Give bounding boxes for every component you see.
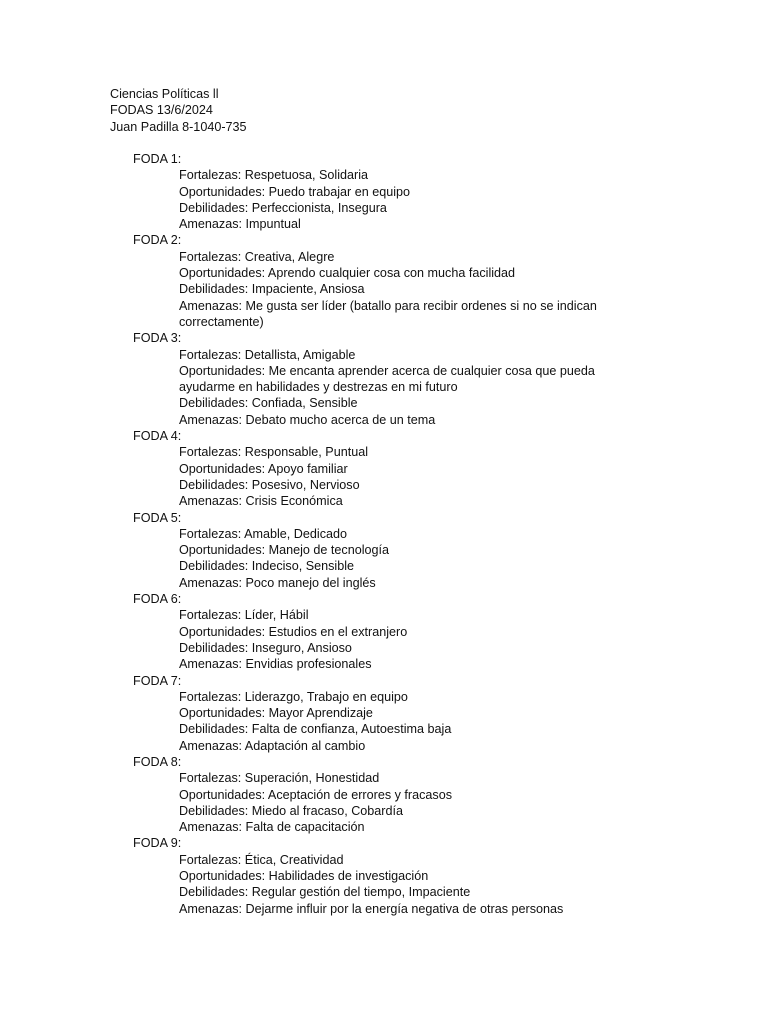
foda-item-amenazas: Amenazas: Falta de capacitación bbox=[179, 820, 365, 835]
foda-item-fortalezas: Fortalezas: Amable, Dedicado bbox=[179, 526, 348, 541]
foda-item-amenazas: Amenazas: Me gusta ser líder (batallo para recibir ordenes si no se indican correctamente) bbox=[179, 298, 597, 329]
foda-item-debilidades: Debilidades: Impaciente, Ansiosa bbox=[179, 282, 365, 297]
foda-item-amenazas: Amenazas: Dejarme influir por la energía negativa de otras personas bbox=[179, 901, 564, 916]
foda-section-title: FODA 1: bbox=[133, 152, 182, 166]
foda-item-oportunidades: Oportunidades: Habilidades de investigación bbox=[179, 869, 429, 884]
foda-item-oportunidades: Oportunidades: Aprendo cualquier cosa con mucha facilidad bbox=[179, 266, 516, 281]
document-header bbox=[110, 86, 247, 135]
foda-item-debilidades: Debilidades: Confiada, Sensible bbox=[179, 396, 358, 411]
foda-item-debilidades: Debilidades: Falta de confianza, Autoestima baja bbox=[179, 722, 452, 737]
foda-section bbox=[133, 428, 609, 509]
foda-section bbox=[133, 510, 609, 591]
foda-section-title: FODA 9: bbox=[133, 836, 182, 851]
foda-item-fortalezas: Fortalezas: Superación, Honestidad bbox=[179, 771, 380, 786]
foda-item-debilidades: Debilidades: Miedo al fracaso, Cobardía bbox=[179, 803, 404, 818]
assignment-date: FODAS 13/6/2024 bbox=[110, 103, 213, 118]
foda-item-oportunidades: Oportunidades: Estudios en el extranjero bbox=[179, 624, 408, 639]
foda-item-oportunidades: Oportunidades: Puedo trabajar en equipo bbox=[179, 184, 411, 199]
foda-item-amenazas: Amenazas: Debato mucho acerca de un tema bbox=[179, 412, 436, 427]
foda-section-title: FODA 8: bbox=[133, 754, 182, 769]
foda-item-amenazas: Amenazas: Adaptación al cambio bbox=[179, 738, 366, 753]
foda-item-oportunidades: Oportunidades: Apoyo familiar bbox=[179, 461, 348, 476]
foda-item-fortalezas: Fortalezas: Liderazgo, Trabajo en equipo bbox=[179, 689, 408, 704]
foda-section-title: FODA 7: bbox=[133, 673, 182, 688]
foda-item-debilidades: Debilidades: Posesivo, Nervioso bbox=[179, 477, 360, 492]
foda-item-fortalezas: Fortalezas: Detallista, Amigable bbox=[179, 347, 356, 362]
foda-section bbox=[133, 835, 609, 916]
foda-item-fortalezas: Fortalezas: Responsable, Puntual bbox=[179, 445, 369, 460]
foda-section-title: FODA 6: bbox=[133, 592, 182, 607]
foda-section-title: FODA 3: bbox=[133, 331, 182, 346]
foda-item-oportunidades: Oportunidades: Manejo de tecnología bbox=[179, 543, 390, 558]
foda-list bbox=[133, 151, 609, 917]
course-title: Ciencias Políticas ll bbox=[110, 87, 219, 101]
foda-section bbox=[133, 232, 609, 330]
foda-item-fortalezas: Fortalezas: Respetuosa, Solidaria bbox=[179, 168, 369, 183]
foda-item-fortalezas: Fortalezas: Líder, Hábil bbox=[179, 608, 309, 623]
foda-section bbox=[133, 591, 609, 672]
foda-item-amenazas: Amenazas: Crisis Económica bbox=[179, 494, 343, 509]
foda-item-debilidades: Debilidades: Perfeccionista, Insegura bbox=[179, 200, 387, 215]
foda-section bbox=[133, 330, 609, 428]
foda-item-debilidades: Debilidades: Regular gestión del tiempo, Impaciente bbox=[179, 885, 471, 900]
foda-item-debilidades: Debilidades: Indeciso, Sensible bbox=[179, 559, 355, 574]
foda-item-oportunidades: Oportunidades: Mayor Aprendizaje bbox=[179, 706, 373, 721]
foda-section-title: FODA 2: bbox=[133, 233, 182, 248]
foda-item-oportunidades: Oportunidades: Me encanta aprender acerca de cualquier cosa que pueda ayudarme en habilidades y destrezas en mi futuro bbox=[179, 363, 595, 395]
student-name-id: Juan Padilla 8-1040-735 bbox=[110, 119, 247, 134]
foda-item-amenazas: Amenazas: Poco manejo del inglés bbox=[179, 575, 376, 590]
foda-item-oportunidades: Oportunidades: Aceptación de errores y fracasos bbox=[179, 787, 453, 802]
foda-item-debilidades: Debilidades: Inseguro, Ansioso bbox=[179, 640, 352, 655]
foda-item-amenazas: Amenazas: Envidias profesionales bbox=[179, 657, 372, 672]
foda-item-fortalezas: Fortalezas: Creativa, Alegre bbox=[179, 249, 335, 264]
foda-section bbox=[133, 754, 609, 835]
foda-item-fortalezas: Fortalezas: Ética, Creatividad bbox=[179, 852, 344, 867]
foda-item-amenazas: Amenazas: Impuntual bbox=[179, 217, 301, 232]
foda-section bbox=[133, 673, 609, 754]
foda-section-title: FODA 4: bbox=[133, 429, 182, 444]
foda-section bbox=[133, 151, 609, 232]
foda-section-title: FODA 5: bbox=[133, 510, 182, 525]
